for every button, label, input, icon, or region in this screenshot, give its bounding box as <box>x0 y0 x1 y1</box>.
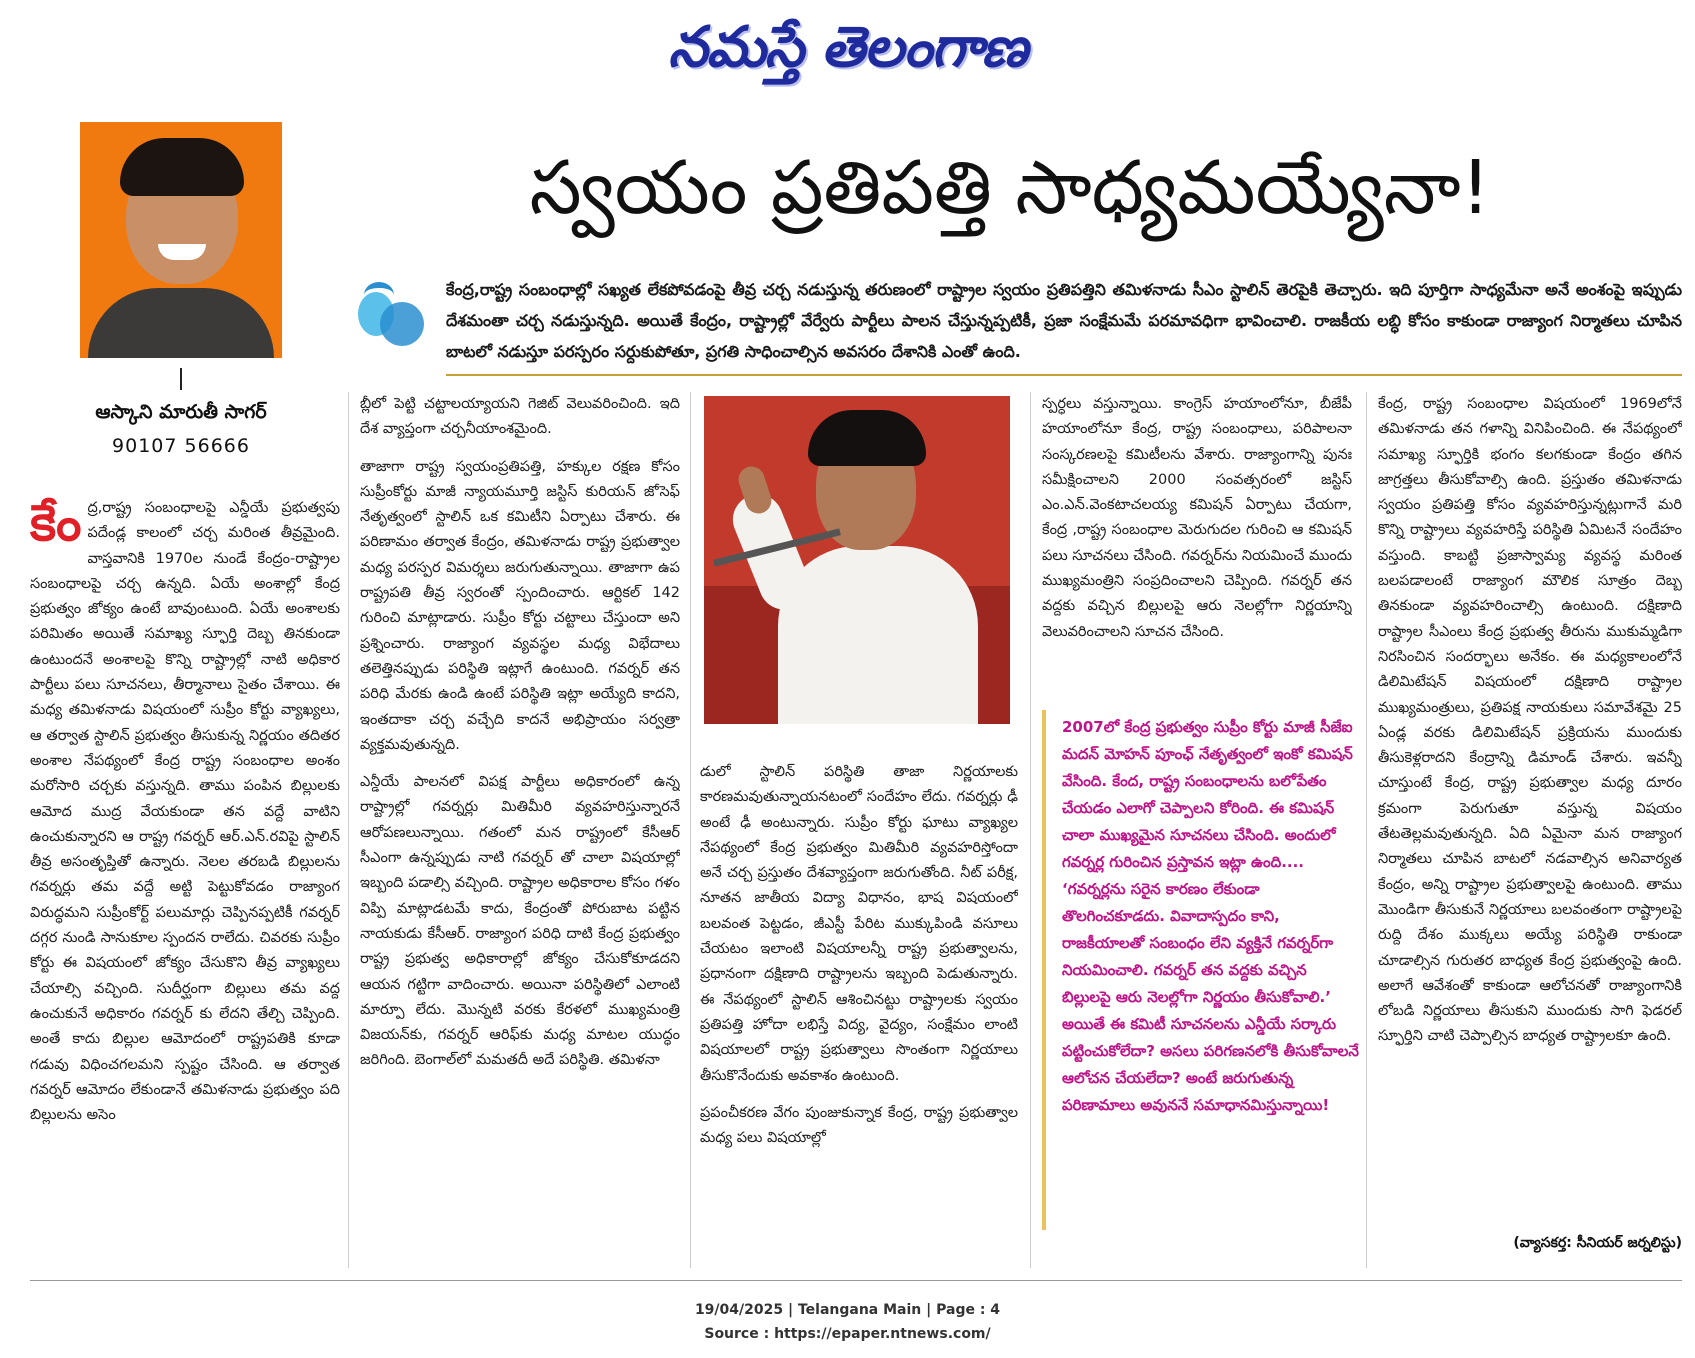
article-column-2 <box>360 392 680 1268</box>
paragraph: డులో స్టాలిన్ పరిస్థితి తాజా నిర్ణయాలకు కారణమవుతున్నాయనటంలో సందేహం లేదు. గవర్నర్లు ఢీ అంటే ఢీ అంటున్నారు. సుప్రీం కోర్టు ఘాటు వ్యాఖ్యల నేపథ్యంలో కేంద్ర ప్రభుత్వం మితిమీరి వ్యవహరిస్తోందా అనే చర్చ ప్రస్తుతం దేశవ్యాప్తంగా జరుగుతోంది. నీట్ పరీక్ష, నూతన జాతీయ విద్యా విధానం, భాష విషయంలో బలవంత పెట్టడం, జీఎస్టీ పేరిట ముక్కుపిండి వసూలు చేయటం ఇలాంటి విషయాలన్నీ రాష్ట్ర ప్రభుత్వాలను, ప్రధానంగా దక్షిణాది రాష్ట్రాలను ఇబ్బంది పెడుతున్నారు. ఈ నేపథ్యంలో స్టాలిన్ ఆశించినట్టు రాష్ట్రాలకు స్వయం ప్రతిపత్తి హోదా లభిస్తే విద్య, వైద్యం, సంక్షేమం లాంటి విషయాలలో రాష్ట్ర ప్రభుత్వాలు సొంతంగా నిర్ణయాలు తీసుకొనేందుకు అవకాశం ఉంటుంది. <box>700 764 1018 1084</box>
pullquote: 2007లో కేంద్ర ప్రభుత్వం సుప్రీం కోర్టు మాజీ సీజేఐ మదన్ మోహన్ పూంఛ్ నేతృత్వంలో ఇంకో కమిషన్ వేసింది. కేంద, రాష్ట్ర సంబంధాలను బలోపేతం చేయడం ఎలాగో చెప్పాలని కోరింది. ఈ కమిషన్ చాలా ముఖ్యమైన సూచనలు చేసింది. అందులో గవర్నర్ల గురించిన ప్రస్తావన ఇట్లా ఉంది.... ‘గవర్నర్లను సరైన కారణం లేకుండా తొలగించకూడదు. వివాదాస్పదం కాని, రాజకీయాలతో సంబంధం లేని వ్యక్తినే గవర్నర్‌గా నియమించాలి. గవర్నర్ తన వద్దకు వచ్చిన బిల్లులపై ఆరు నెలల్లోగా నిర్ణయం తీసుకోవాలి.’ అయితే ఈ కమిటీ సూచనలను ఎన్డీయే సర్కారు పట్టించుకోలేదా? అసలు పరిగణనలోకి తీసుకోవాలనే ఆలోచన చేయలేదా? అంటే జరుగుతున్న పరిణామాలు అవుననే సమాధానమిస్తున్నాయి! <box>1062 718 1359 1114</box>
article-column-4 <box>1042 392 1352 688</box>
paragraph: స్పర్ధలు వస్తున్నాయి. కాంగ్రెస్ హయాంలోనూ, బీజేపీ హయాంలోనూ కేంద్ర, రాష్ట్ర సంబంధాలు, పరిపాలనా సంస్కరణలపై కమిటీలను వేశారు. రాజ్యాంగాన్ని పునః సమీక్షించాలని 2000 సంవత్సరంలో జస్టిస్ ఎం.ఎన్.వెంకటాచలయ్య కమిషన్ ఏర్పాటు చేయగా, కేంద్ర ,రాష్ట్ర సంబంధాల మెరుగుదల గురించి ఆ కమిషన్ పలు సూచనలు చేసింది. గవర్నర్‌ను నియమించే ముందు ముఖ్యమంత్రిని సంప్రదించాలని చెప్పింది. గవర్నర్ తన వద్దకు వచ్చిన బిల్లులపై ఆరు నెలల్లోగా నిర్ణయాన్ని వెలువరించాలని సూచన చేసింది. <box>1042 396 1352 640</box>
stalin-photo <box>704 396 1010 724</box>
intro-divider <box>446 374 1682 376</box>
pullquote-bar <box>1042 710 1046 1230</box>
masthead-logo: నమస్తే తెలంగాణ <box>668 15 1027 80</box>
author-name: ఆస్కాని మారుతీ సాగర్ <box>95 401 267 423</box>
footer-date-page: 19/04/2025 | Telangana Main | Page : 4 <box>694 1302 1001 1318</box>
paragraph: బ్లీలో పెట్టి చట్టాలయ్యాయని గెజిట్ వెలువరించింది. ఇది దేశ వ్యాప్తంగా చర్చనీయాంశమైంది. <box>360 396 680 438</box>
byline: (వ్యాసకర్త: సీనియర్ జర్నలిస్టు) <box>1513 1235 1682 1251</box>
author-photo <box>80 122 282 358</box>
article-column-1 <box>30 496 340 1268</box>
headline: స్వయం ప్రతిపత్తి సాధ్యమయ్యేనా! <box>529 145 1491 231</box>
author-divider <box>180 368 182 390</box>
column-divider <box>1366 392 1367 1268</box>
column-divider <box>348 392 349 1268</box>
paragraph: తాజాగా రాష్ట్ర స్వయంప్రతిపత్తి, హక్కుల రక్షణ కోసం సుప్రీంకోర్టు మాజీ న్యాయమూర్తి జస్టిస్ కురియన్ జోసెఫ్ నేతృత్వంలో స్టాలిన్ ఒక కమిటీని ఏర్పాటు చేశారు. ఈ పరిణామం తర్వాత కేంద్రం, తమిళనాడు రాష్ట్ర ప్రభుత్వాల మధ్య పరస్పర విమర్శలు జరుగుతున్నాయి. తాజాగా ఉప రాష్ట్రపతి తీవ్ర స్వరంతో స్పందించారు. ఆర్టికల్ 142 గురించి మాట్లాడారు. సుప్రీం కోర్టు చట్టాలు చేస్తుందా అని ప్రశ్నించారు. రాజ్యాంగ వ్యవస్థల మధ్య విభేదాలు తలెత్తినప్పుడు పరిస్థితి ఇట్లాగే ఉంటుంది. గవర్నర్ తన పరిధి మేరకు ఉండి ఉంటే పరిస్థితి ఇట్లా అయ్యేది కాదని, ఇంతదాకా చర్చ వచ్చేది కాదనే అభిప్రాయం సర్వత్రా వ్యక్తమవుతున్నది. <box>360 458 680 753</box>
intro-text: కేంద్ర,రాష్ట్ర సంబంధాల్లో సఖ్యత లేకపోవడంపై తీవ్ర చర్చ నడుస్తున్న తరుణంలో రాష్ట్రాల స్వయం ప్రతిపత్తిని తమిళనాడు సీఎం స్టాలిన్ తెరపైకి తెచ్చారు. ఇది పూర్తిగా సాధ్యమేనా అనే అంశంపై ఇప్పుడు దేశమంతా చర్చ నడుస్తున్నది. అయితే కేంద్రం, రాష్ట్రాల్లో వేర్వేరు పార్టీలు పాలన చేస్తున్నప్పటికీ, ప్రజా సంక్షేమమే పరమావధిగా భావించాలి. రాజకీయ లబ్ధి కోసం కాకుండా రాజ్యాంగ నిర్మాతలు చూపిన బాటలో నడుస్తూ పరస్పరం సర్దుకుపోతూ, ప్రగతి సాధించాల్సిన అవసరం దేశానికి ఎంతో ఉంది. <box>446 280 1682 361</box>
paragraph: కేంద్ర, రాష్ట్ర సంబంధాల విషయంలో 1969లోనే తమిళనాడు తన గళాన్ని వినిపించింది. ఈ నేపథ్యంలో సమాఖ్య స్ఫూర్తికి భంగం కలగకుండా కేంద్రం తగిన జాగ్రత్తలు తీసుకోవాల్సి ఉంది. ప్రస్తుతం తమిళనాడు స్వయం ప్రతిపత్తి కోసం వ్యవహరిస్తున్నట్లుగానే మరి కొన్ని రాష్ట్రాలు వ్యవహరిస్తే పరిస్థితి ఏమిటనే సందేహం వస్తుంది. కాబట్టి ప్రజాస్వామ్య వ్యవస్థ మరింత బలపడాలంటే రాజ్యాంగ మౌలిక సూత్రం దెబ్బ తినకుండా వ్యవహరించాల్సి ఉంటుంది. దక్షిణాది రాష్ట్రాల సీఎంలు కేంద్ర ప్రభుత్వ తీరును ముకుమ్మడిగా నిరసించిన సందర్భాలు అనేకం. ఈ మధ్యకాలంలోనే డిలిమిటేషన్ విషయంలో దక్షిణాది రాష్ట్రాల ముఖ్యమంత్రులు, ప్రతిపక్ష నాయకులు సమావేశమై 25 ఏండ్ల వరకు డిలిమిటేషన్ ప్రక్రియను ముందుకు తీసుకెళ్లరాదని కేంద్రాన్ని డిమాండ్ చేశారు. ఇవన్నీ చూస్తుంటే కేంద్ర, రాష్ట్ర ప్రభుత్వాల మధ్య దూరం క్రమంగా పెరుగుతూ వస్తున్న విషయం తేటతెల్లమవుతున్నది. ఏది ఏమైనా మన రాజ్యాంగ నిర్మాతలు చూపిన బాటలో నడవాల్సిన అనివార్యత కేంద్రం, అన్ని రాష్ట్రాల ప్రభుత్వాలపై ఉంటుంది. తాము మొండిగా తీసుకునే నిర్ణయాలు బలవంతంగా రాష్ట్రాలపై రుద్ది దేశం ముక్కలు అయ్యే పరిస్థితి రాకుండా చూడాల్సిన గురుతర బాధ్యత కేంద్ర ప్రభుత్వంపై ఉంది. అలాగే ఆవేశంతో కాకుండా ఆలోచనతో రాజ్యాంగానికి లోబడి నిర్ణయాలు తీసుకుని ముందుకు సాగి ఫెడరల్ స్ఫూర్తిని చాటి చెప్పాల్సిన బాధ్యత రాష్ట్రాలకూ ఉంది. <box>1378 396 1682 1045</box>
column-divider <box>1030 392 1031 1268</box>
article-column-5 <box>1378 392 1682 1222</box>
footer-divider <box>30 1280 1682 1281</box>
quote-icon <box>352 282 432 352</box>
dropcap: కేం <box>30 496 82 552</box>
paragraph: ద్ర,రాష్ట్ర సంబంధాలపై ఎన్డీయే ప్రభుత్వపు పదేండ్ల కాలంలో చర్చ మరింత తీవ్రమైంది. వాస్తవానికి 1970ల నుండే కేంద్రం-రాష్ట్రాల సంబంధాలపై చర్చ ఉన్నది. ఏయే అంశాల్లో కేంద్ర ప్రభుత్వం జోక్యం ఉంటే బావుంటుంది. ఏయే అంశాలకు పరిమితం అయితే సమాఖ్య స్ఫూర్తి దెబ్బ తినకుండా ఉంటుందనే అంశాలపై కొన్ని రాష్ట్రాల్లో నాటి అధికార పార్టీలు పలు సూచనలు, తీర్మానాలు సైతం చేశాయి. ఈ మధ్య తమిళనాడు విషయంలో సుప్రీం కోర్టు వ్యాఖ్యలు, ఆ తర్వాత స్టాలిన్ ప్రభుత్వం తీసుకున్న నిర్ణయం తదితర అంశాల నేపథ్యంలో కేంద్ర రాష్ట్ర సంబంధాల అంశం మరోసారి చర్చకు వస్తున్నది. తాము పంపిన బిల్లులకు ఆమోద ముద్ర వేయకుండా తన వద్దే వాటిని ఉంచుకున్నారని ఆ రాష్ట్ర గవర్నర్ ఆర్.ఎన్.రవిపై స్టాలిన్ తీవ్ర అసంతృప్తితో ఉన్నారు. నెలల తరబడి బిల్లులను గవర్నర్లు తమ వద్దే అట్టి పెట్టుకోవడం రాజ్యాంగ విరుద్ధమని సుప్రీంకోర్ట్ పలుమార్లు చెప్పినప్పటికీ గవర్నర్ దగ్గర నుండి సానుకూల స్పందన రాలేదు. చివరకు సుప్రీం కోర్టు ఈ విషయంలో జోక్యం చేసుకొని తీవ్ర వ్యాఖ్యలు చేయాల్సి వచ్చింది. సుదీర్ఘంగా బిల్లులు తమ వద్ద ఉంచుకునే అధికారం గవర్నర్ కు లేదని తేల్చి చెప్పింది. అంతే కాదు బిల్లుల ఆమోదంలో రాష్ట్రపతికి కూడా గడువు విధించగలమని స్పష్టం చేసింది. ఆ తర్వాత గవర్నర్ ఆమోదం లేకుండానే తమిళనాడు ప్రభుత్వం పది బిల్లులను అసెం <box>30 500 340 1124</box>
column-divider <box>690 392 691 1268</box>
paragraph: ప్రపంచీకరణ వేగం పుంజుకున్నాక కేంద్ర, రాష్ట్ర ప్రభుత్వాల మధ్య పలు విషయాల్లో <box>700 1104 1018 1147</box>
article-column-3 <box>700 760 1018 1268</box>
footer-source: Source : https://epaper.ntnews.com/ <box>704 1326 991 1342</box>
paragraph: ఎన్డీయే పాలనలో విపక్ష పార్టీలు అధికారంలో ఉన్న రాష్ట్రాల్లో గవర్నర్లు మితిమీరి వ్యవహరిస్తున్నారనే ఆరోపణలున్నాయి. గతంలో మన రాష్ట్రంలో కేసీఆర్ సీఎంగా ఉన్నప్పుడు నాటి గవర్నర్ తో చాలా విషయాల్లో ఇబ్బంది పడాల్సి వచ్చింది. రాష్ట్రాల అధికారాల కోసం గళం విప్పి మాట్లాడటమే కాదు, కేంద్రంతో పోరుబాట పట్టిన నాయకుడు కేసీఆర్. రాజ్యాంగ పరిధి దాటి కేంద్ర ప్రభుత్వం రాష్ట్ర ప్రభుత్వ అధికారాల్లో జోక్యం చేసుకోకూడదని ఆయన గట్టిగా వాదించారు. అయినా పరిస్థితిలో ఎలాంటి మార్పూ లేదు. మొన్నటి వరకు కేరళలో ముఖ్యమంత్రి విజయన్‌కు, గవర్నర్ ఆరిఫ్‌కు మధ్య మాటల యుద్ధం జరిగింది. బెంగాల్‌లో మమతదీ అదే పరిస్థితి. తమిళనా <box>360 774 680 1069</box>
author-phone: 90107 56666 <box>112 435 250 457</box>
